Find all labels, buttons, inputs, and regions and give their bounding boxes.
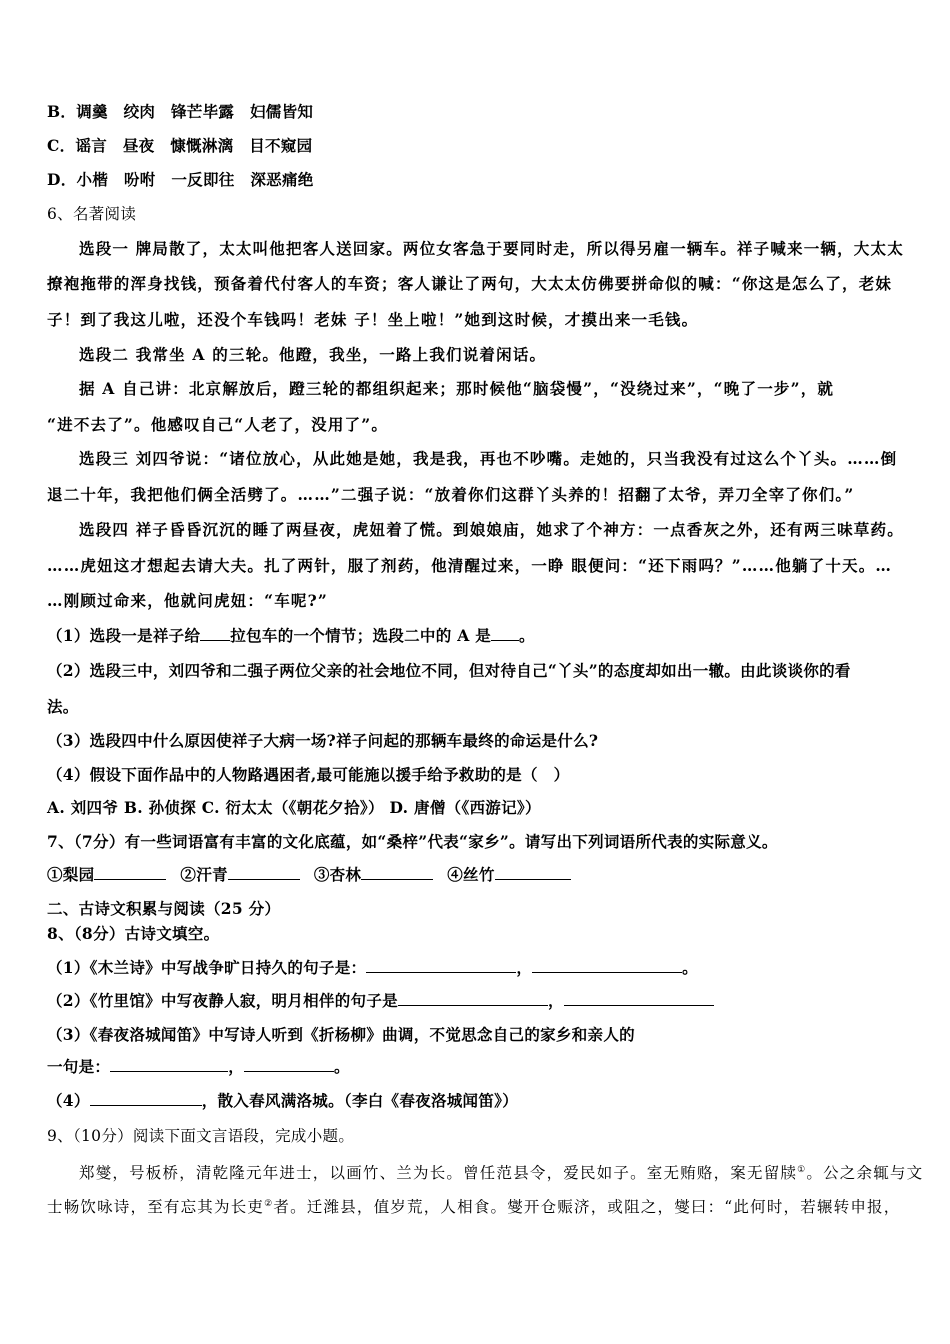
q8-s3-line2 xyxy=(47,1056,908,1078)
q6-sub1-text-c: 。 xyxy=(519,626,535,645)
q6-sub2-line1: （2）选段三中，刘四爷和二强子两位父亲的社会地位不同，但对待自己“丫头”的态度却如出一辙。由此谈谈你的看 xyxy=(47,661,851,680)
q8-s1-blank1[interactable] xyxy=(366,958,516,973)
q6-passage1-line2: 撩袍拖带的浑身找钱，预备着代付客人的车资；客人谦让了两句，大太太仿佛要拼命似的喊：“你这是怎么了，老妹 xyxy=(47,274,893,293)
option-d-text: 小楷 吩咐 一反即往 深恶痛绝 xyxy=(76,170,314,189)
q9-passage-line1-b: 。公之余辄与文 xyxy=(806,1164,924,1183)
q8-s1 xyxy=(47,957,908,979)
q6-passage4-line1: 选段四 祥子昏昏沉沉的睡了两昼夜，虎妞着了慌。到娘娘庙，她求了个神方：一点香灰之外，还有两三味草药。 xyxy=(79,520,904,539)
note-marker-1: ① xyxy=(797,1165,807,1175)
option-c-text: 谣言 昼夜 慷慨淋漓 目不窥园 xyxy=(75,136,313,155)
q6-sub1 xyxy=(47,625,908,647)
q8-s2-comma: ， xyxy=(547,991,564,1010)
q7-item-2: ②汗青 xyxy=(180,865,228,884)
q8-s2 xyxy=(47,990,908,1012)
note-marker-2: ② xyxy=(264,1199,274,1209)
q8-s3-line1: （3）《春夜洛城闻笛》中写诗人听到《折杨柳》曲调，不觉思念自己的家乡和亲人的 xyxy=(47,1025,635,1044)
option-b xyxy=(47,101,908,123)
option-c-label: C． xyxy=(47,136,76,155)
q8-s3-blank2[interactable] xyxy=(244,1057,334,1072)
q6-passage2-line2: 据 A 自己讲：北京解放后，蹬三轮的都组织起来；那时候他“脑袋慢”，“没绕过来”，“晚了一步”，就 xyxy=(79,379,835,398)
q6-passage1-line3: 子！到了我这儿啦，还没个车钱吗！老妹 子！坐上啦！”她到这时候，才摸出来一毛钱。 xyxy=(47,310,699,329)
q9-passage-line2-a: 士畅饮咏诗，至有忘其为长吏 xyxy=(47,1198,265,1217)
section2-heading: 二、古诗文积累与阅读（25 分） xyxy=(47,899,281,918)
q6-passage4-line3: …刚顾过命来，他就问虎妞：“车呢?” xyxy=(47,591,329,610)
q8-s3-blank1[interactable] xyxy=(110,1057,228,1072)
q9-passage-line2 xyxy=(47,1193,908,1218)
q7-blank-2[interactable] xyxy=(228,865,300,880)
q6-sub2-line2: 法。 xyxy=(47,697,79,716)
q6-passage4-line2: ……虎妞这才想起去请大夫。扎了两针，服了剂药，他清醒过来，一睁 眼便问：“还下雨吗？”……他躺了十天。… xyxy=(47,556,893,575)
q9-passage-line1 xyxy=(79,1159,924,1184)
q9-passage-line1-a: 郑燮，号板桥，清乾隆元年进士，以画竹、兰为长。曾任范县令，爱民如子。室无贿赂，案无留牍 xyxy=(79,1164,798,1183)
q7-item-4: ④丝竹 xyxy=(447,865,495,884)
q9-heading: 9、（10分）阅读下面文言语段，完成小题。 xyxy=(47,1127,355,1145)
q7-items xyxy=(47,864,908,886)
q6-passage1-line1: 选段一 牌局散了，太太叫他把客人送回家。两位女客急于要同时走，所以得另雇一辆车。祥子喊来一辆，大太太 xyxy=(79,239,904,258)
q6-sub1-text-a: （1）选段一是祥子给 xyxy=(47,626,201,645)
q6-sub1-blank1[interactable] xyxy=(200,626,230,641)
option-d xyxy=(47,169,908,191)
q6-passage2-line3: “进不去了”。他感叹自己“人老了，没用了”。 xyxy=(47,415,389,434)
q8-s1-blank2[interactable] xyxy=(532,958,682,973)
q8-s3-comma: ， xyxy=(228,1057,245,1076)
q7-blank-4[interactable] xyxy=(495,865,571,880)
q6-sub3: （3）选段四中什么原因使祥子大病一场?祥子问起的那辆车最终的命运是什么? xyxy=(47,731,599,750)
q6-sub1-text-b: 拉包车的一个情节；选段二中的 A 是 xyxy=(230,626,492,645)
q7-item-1: ①梨园 xyxy=(47,865,95,884)
q8-s1-period: 。 xyxy=(682,958,698,977)
option-b-label: B． xyxy=(47,102,77,121)
q8-s3-period: 。 xyxy=(334,1057,350,1076)
q7-blank-1[interactable] xyxy=(94,865,166,880)
q8-s2-blank2[interactable] xyxy=(564,991,714,1006)
q8-s4-text-b: ，散入春风满洛城。（李白《春夜洛城闻笛》） xyxy=(201,1091,518,1110)
q7-blank-3[interactable] xyxy=(361,865,433,880)
q6-sub1-blank2[interactable] xyxy=(491,626,519,641)
q8-s4-text-a: （4） xyxy=(47,1091,90,1110)
option-b-text: 调羹 绞肉 锋芒毕露 妇儒皆知 xyxy=(76,102,314,121)
q6-heading: 6、名著阅读 xyxy=(47,205,137,223)
q8-s1-text: （1）《木兰诗》中写战争旷日持久的句子是： xyxy=(47,958,367,977)
q8-s4 xyxy=(47,1090,908,1112)
q6-sub4-options: A. 刘四爷 B. 孙侦探 C. 衍太太（《朝花夕拾》） D. 唐僧（《西游记》） xyxy=(47,798,541,817)
q7-heading: 7、（7分）有一些词语富有丰富的文化底蕴，如“桑梓”代表“家乡”。请写出下列词语所代表的实际意义。 xyxy=(47,832,778,851)
q6-passage3-line2: 退二十年，我把他们俩全活劈了。……”二强子说：“放着你们这群丫头养的！招翻了太爷，弄刀全宰了你们。” xyxy=(47,485,855,504)
q8-s2-text: （2）《竹里馆》中写夜静人寂，明月相伴的句子是 xyxy=(47,991,398,1010)
q6-sub4: （4）假设下面作品中的人物路遇困者,最可能施以援手给予救助的是（ ） xyxy=(47,765,570,784)
q6-passage3-line1: 选段三 刘四爷说：“诸位放心，从此她是她，我是我，再也不吵嘴。走她的，只当我没有过这么个丫头。……倒 xyxy=(79,449,898,468)
q8-s1-comma: ， xyxy=(516,958,533,977)
q8-s2-blank1[interactable] xyxy=(398,991,548,1006)
q9-passage-line2-b: 者。迁潍县，值岁荒，人相食。燮开仓赈济，或阻之，燮曰：“此何时，若辗转申报， xyxy=(273,1198,901,1217)
q8-s3-text: 一句是： xyxy=(47,1057,111,1076)
q8-heading: 8、（8分）古诗文填空。 xyxy=(47,924,220,943)
option-d-label: D． xyxy=(47,170,77,189)
q6-passage2-line1: 选段二 我常坐 A 的三轮。他蹬，我坐，一路上我们说着闲话。 xyxy=(79,345,547,364)
option-c xyxy=(47,135,908,157)
q8-s4-blank[interactable] xyxy=(90,1091,202,1106)
q7-item-3: ③杏林 xyxy=(313,865,362,884)
